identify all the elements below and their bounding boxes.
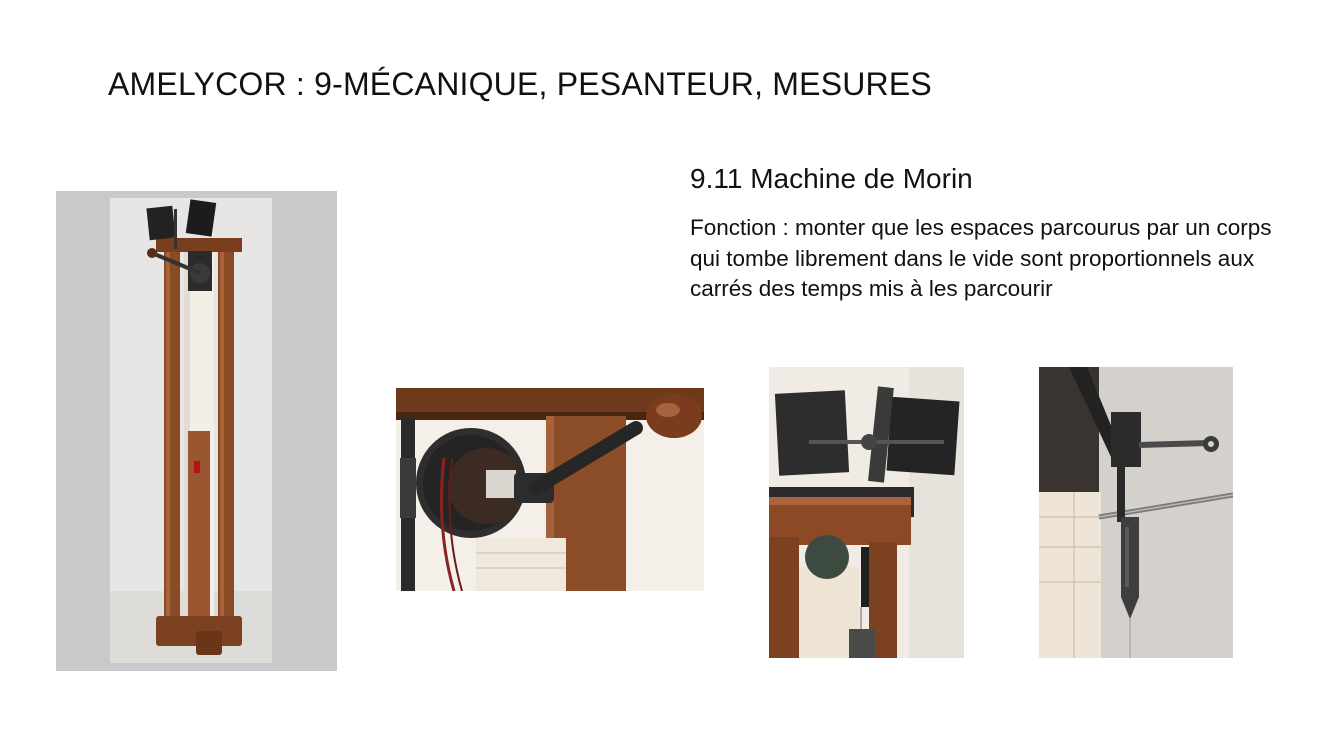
item-description: Fonction : monter que les espaces parcourus par un corps qui tombe librement dans le vide sont proportionnels aux carrés des temps mis à les parcourir (690, 215, 1272, 301)
full-machine-photo (56, 191, 337, 671)
falling-weight-pencil-photo (1039, 367, 1233, 658)
item-heading: 9.11 Machine de Morin (690, 163, 973, 194)
crank-and-drum-photo (396, 388, 704, 591)
slide-title: AMELYCOR : 9-MÉCANIQUE, PESANTEUR, MESURES (108, 66, 932, 102)
fan-regulator-photo (769, 367, 964, 658)
